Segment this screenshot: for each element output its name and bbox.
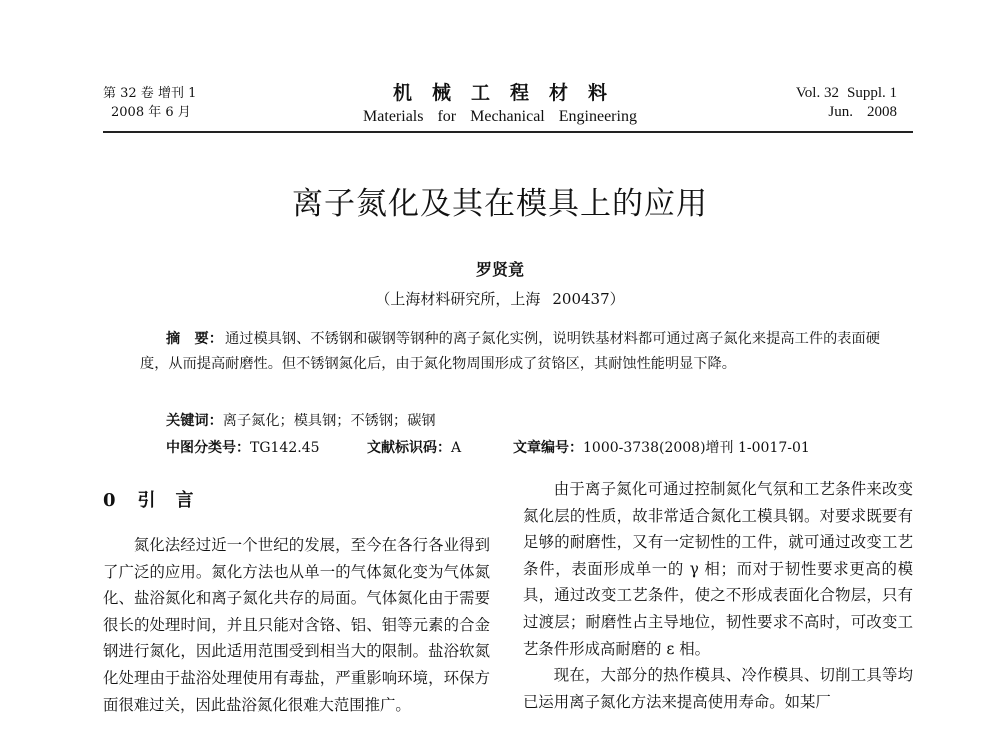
header-date-cn: 2008 年 6 月 <box>111 105 191 120</box>
clc-group <box>166 440 320 456</box>
header-vol-en: Vol. 32 <box>795 85 839 101</box>
header-volume-info-en <box>788 84 897 122</box>
section-title: 引言 <box>137 490 214 511</box>
article-title: 离子氮化及其在模具上的应用 <box>292 186 708 222</box>
affiliation-postcode: 200437） <box>552 290 625 308</box>
clc-label: 中图分类号： <box>166 440 250 456</box>
header-vol-line <box>788 84 897 103</box>
header-year-en: 2008 <box>867 104 897 120</box>
keywords-label: 关键词： <box>166 413 223 429</box>
abstract <box>140 327 880 377</box>
journal-title-cn: 机械工程材料 <box>392 82 627 104</box>
keywords <box>166 409 436 433</box>
article-author: 罗贤竟 <box>475 260 524 279</box>
article-no-label: 文章编号： <box>513 440 583 456</box>
article-no-group <box>513 436 810 460</box>
header-divider <box>103 131 913 133</box>
doc-code-value: A <box>451 440 462 456</box>
header-month-en: Jun. <box>828 104 853 120</box>
clc-value: TG142.45 <box>250 440 320 456</box>
affiliation-text: （上海材料研究所，上海 <box>375 290 541 308</box>
doc-code-label: 文献标识码： <box>367 440 451 456</box>
header-volume-cn: 第 32 卷 增刊 1 <box>103 86 197 101</box>
classification-info <box>166 436 906 460</box>
keywords-text: 离子氮化；模具钢；不锈钢；碳钢 <box>222 413 436 429</box>
article-no-value: 1000-3738(2008)增刊 1-0017-01 <box>583 440 810 456</box>
header-date-line <box>788 103 897 122</box>
article-affiliation <box>0 288 1000 310</box>
section-number: 0 <box>103 490 116 511</box>
body-paragraph: 氮化法经过近一个世纪的发展，至今在各行各业得到了广泛的应用。氮化方法也从单一的气体氮化变为气体氮化、盐浴氮化和离子氮化共存的局面。气体氮化由于需要很长的处理时间，并且只能对含铬、铝、钼等元素的合金钢进行氮化，因此适用范围受到相当大的限制。盐浴软氮化处理由于盐浴处理使用有毒盐，严重影响环境，环保方面很难过关，因此盐浴氮化很难大范围推广。 <box>103 536 490 714</box>
doc-code-group <box>367 436 461 460</box>
header-volume-info <box>103 84 196 122</box>
abstract-text: 通过模具钢、不锈钢和碳钢等钢种的离子氮化实例，说明铁基材料都可通过离子氮化来提高工件的表面硬度，从而提高耐磨性。但不锈钢氮化后，由于氮化物周围形成了贫铬区，其耐蚀性能明显下降。 <box>140 331 880 372</box>
body-column-left <box>103 486 490 718</box>
journal-title-en: Materials for Mechanical Engineering <box>363 108 637 125</box>
body-paragraph: 由于离子氮化可通过控制氮化气氛和工艺条件来改变氮化层的性质，故非常适合氮化工模具钢。对要求既要有足够的耐磨性，又有一定韧性的工件，就可通过改变工艺条件，表面形成单一的 γ 相；而对于韧性要求更高的模具，通过改变工艺条件，使之不形成表面化合物层，只有过渡层；耐磨性占主导地位，韧性要求不高时，可改变工艺条件形成高耐磨的 ε 相。 <box>523 480 913 658</box>
section-heading <box>103 486 490 516</box>
header-journal-name <box>330 80 670 128</box>
body-paragraph: 现在，大部分的热作模具、冷作模具、切削工具等均已运用离子氮化方法来提高使用寿命。如某厂 <box>523 666 913 711</box>
body-column-right <box>523 476 913 715</box>
header-suppl-en: Suppl. 1 <box>846 85 897 101</box>
abstract-label: 摘 要： <box>166 331 223 347</box>
